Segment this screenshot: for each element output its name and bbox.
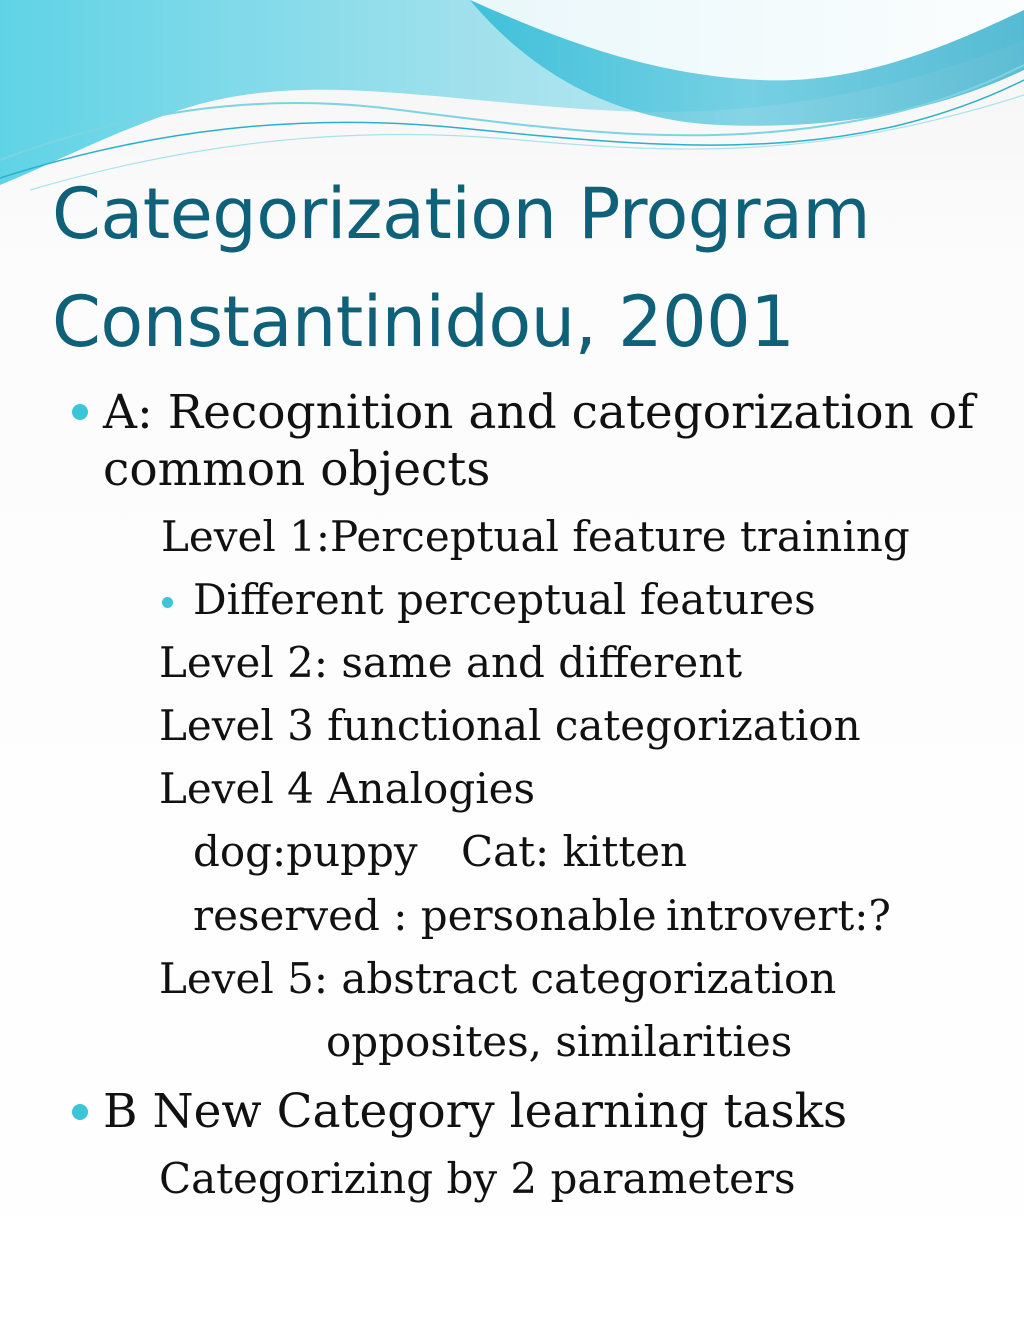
- level-1-heading: Level 1:Perceptual feature training: [161, 512, 910, 561]
- bullet-a-line-1: A: Recognition and categorization of: [103, 385, 975, 440]
- analogy-2-left: reserved : personable: [193, 891, 657, 940]
- level-1-sub-item: Different perceptual features: [193, 575, 816, 624]
- level-4-heading: Level 4 Analogies: [159, 764, 536, 813]
- level-3-heading: Level 3 functional categorization: [159, 701, 861, 750]
- analogy-1-right: Cat: kitten: [461, 827, 688, 876]
- analogy-2-right: introvert:?: [666, 891, 891, 940]
- bullet-a-line-2: common objects: [103, 442, 491, 497]
- level-5-detail: opposites, similarities: [326, 1017, 793, 1066]
- level-1-sub-bullet-icon: [162, 597, 173, 608]
- title-line-2: Constantinidou, 2001: [52, 281, 795, 363]
- analogy-1-left: dog:puppy: [193, 827, 418, 876]
- bullet-b-marker-icon: [72, 1104, 88, 1120]
- bullet-b-detail: Categorizing by 2 parameters: [159, 1154, 796, 1203]
- title-line-1: Categorization Program: [52, 173, 871, 255]
- bullet-a-marker-icon: [72, 404, 88, 420]
- bullet-b-heading: B New Category learning tasks: [103, 1084, 848, 1139]
- level-2-heading: Level 2: same and different: [159, 638, 743, 687]
- level-5-heading: Level 5: abstract categorization: [159, 954, 837, 1003]
